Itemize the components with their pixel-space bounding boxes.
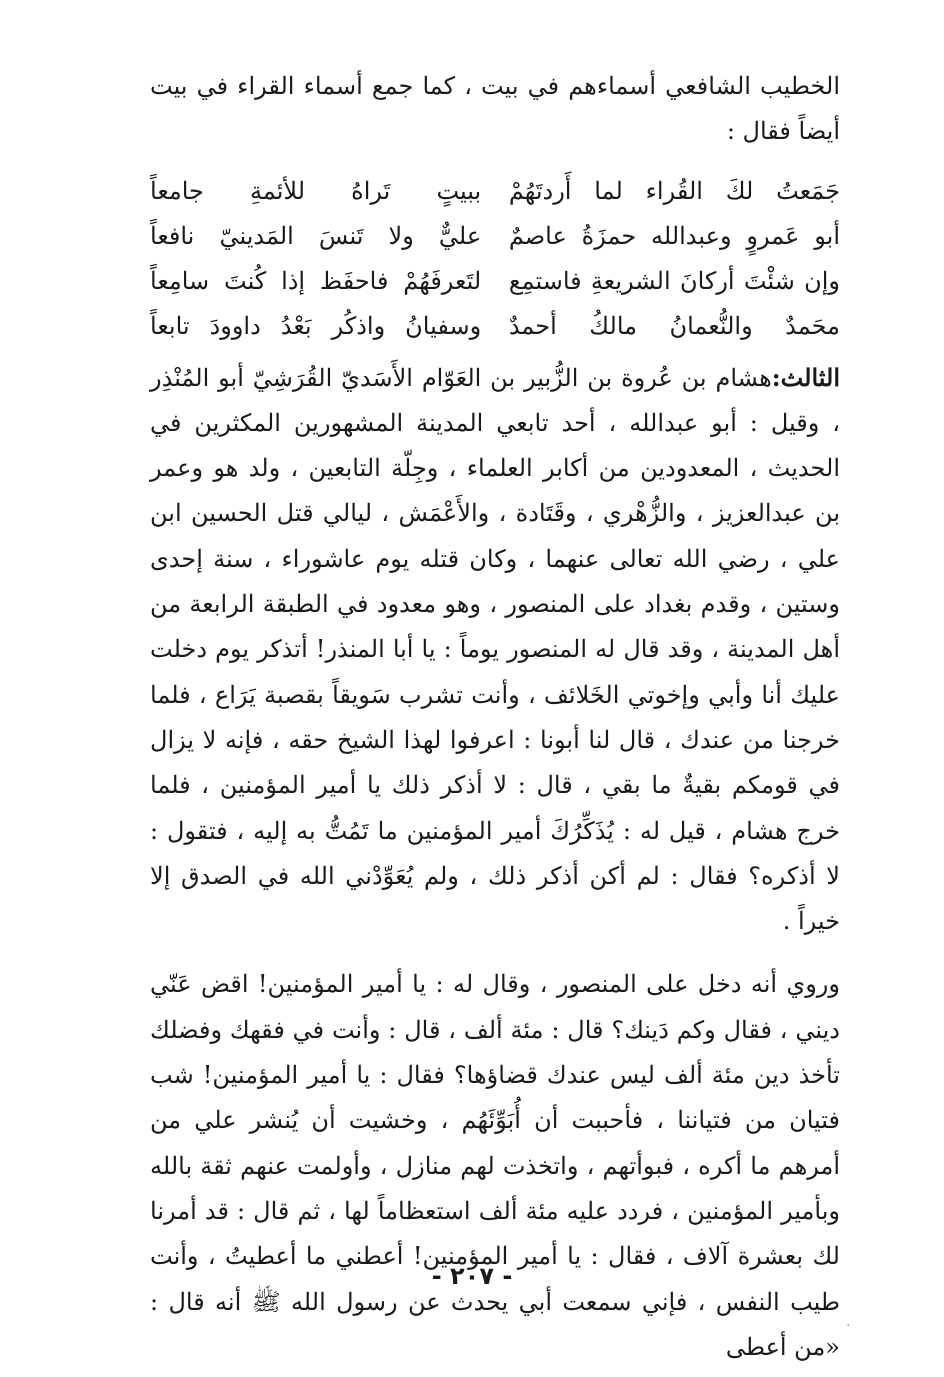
poem-verse: [150, 304, 840, 349]
poem-verse: [150, 214, 840, 259]
intro-paragraph: الخطيب الشافعي أسماءهم في بيت ، كما جمع أسماء القراء في بيت أيضاً فقال :: [150, 72, 840, 146]
margin-mark: ·: [846, 1318, 851, 1334]
verse-second-hemistich: عليٌّ ولا تَنسَ المَدينيّ نافعاً: [150, 221, 482, 250]
page-number: - ٢٠٧ -: [431, 1262, 513, 1290]
verse-second-hemistich: وسفيانُ واذكُر بَعْدُ داوودَ تابعاً: [150, 311, 482, 340]
verse-second-hemistich: لتَعرفَهُمْ فاحفَظ إذا كُنتَ سامِعاً: [150, 266, 482, 295]
entry-body: هشام بن عُروة بن الزُّبير بن العَوّام الأَسَديّ القُرَشِيّ أبو المُنْذِر ، وقيل : أبو عبدالله ، أحد تابعي المدينة المشهورين المكثرين في الحديث ، المعدودين من أكابر العلماء ، وجِلّة التابعين ، ولد هو وعمر بن عبدالعزيز ، والزُّهْري ، وقَتَادة ، والأَعْمَش ، ليالي قتل الحسين ابن علي ، رضي الله تعالى عنهما ، وكان قتله يوم عاشوراء ، سنة إحدى وستين ، وقدم بغداد على المنصور ، وهو معدود في الطبقة الرابعة من أهل المدينة ، وقد قال له المنصور يوماً : يا أبا المنذر! أتذكر يوم دخلت عليك أنا وأبي وإخوتي الخَلائف ، وأنت تشرب سَويقاً بقصبة يَرَاع ، فلما خرجنا من عندك ، قال لنا أبونا : اعرفوا لهذا الشيخ حقه ، فإنه لا يزال في قومكم بقيةٌ ما بقي ، قال : لا أذكر ذلك يا أمير المؤمنين ، فلما خرج هشام ، قيل له : يُذَكِّرُكَ أمير المؤمنين ما تَمُتُّ به إليه ، فتقول : لا أذكره؟ فقال : لم أكن أذكر ذلك ، ولم يُعَوِّدْني الله في الصدق إلا خيراً .: [150, 363, 840, 936]
third-entry-paragraph: [150, 355, 840, 945]
poem: [150, 169, 840, 349]
verse-first-hemistich: وإن شئْتَ أركانَ الشريعةِ فاستمِع: [508, 266, 840, 295]
verse-second-hemistich: ببيتٍ تَراهُ للأئمةِ جامعاً: [150, 176, 482, 205]
verse-first-hemistich: محَمدٌ والنُّعمانُ مالكُ أحمدٌ: [508, 311, 840, 340]
verse-first-hemistich: جَمَعتُ لكَ القُراء لما أَردتَهُمْ: [508, 176, 840, 205]
verse-first-hemistich: أبو عَمروٍ وعبدالله حمزَةُ عاصمٌ: [508, 221, 840, 250]
poem-verse: [150, 259, 840, 304]
poem-verse: [150, 169, 840, 214]
entry-heading: الثالث:: [771, 362, 841, 392]
paragraph-gap: [150, 944, 840, 962]
story-paragraph: وروي أنه دخل على المنصور ، وقال له : يا أمير المؤمنين! اقض عَنّي ديني ، فقال وكم دَينك؟ قال : مئة ألف ، قال : وأنت في فقهك وفضلك تأخذ دين مئة ألف ليس عندك قضاؤها؟ فقال : يا أمير المؤمنين! شب فتيان من فتياننا ، فأحببت أن أُبَوِّئَهُم ، وخشيت أن يُنشر علي من أمرهم ما أكره ، فبوأتهم ، واتخذت لهم منازل ، وأولمت عنهم ثقة بالله وبأمير المؤمنين ، فردد عليه مئة ألف استعظاماً لها ، ثم قال : قد أمرنا لك بعشرة آلاف ، فقال : يا أمير المؤمنين! أعطني ما أعطيتُ ، وأنت طيب النفس ، فإني سمعت أبي يحدث عن رسول الله ﷺ أنه قال : «من أعطى: [150, 970, 840, 1361]
